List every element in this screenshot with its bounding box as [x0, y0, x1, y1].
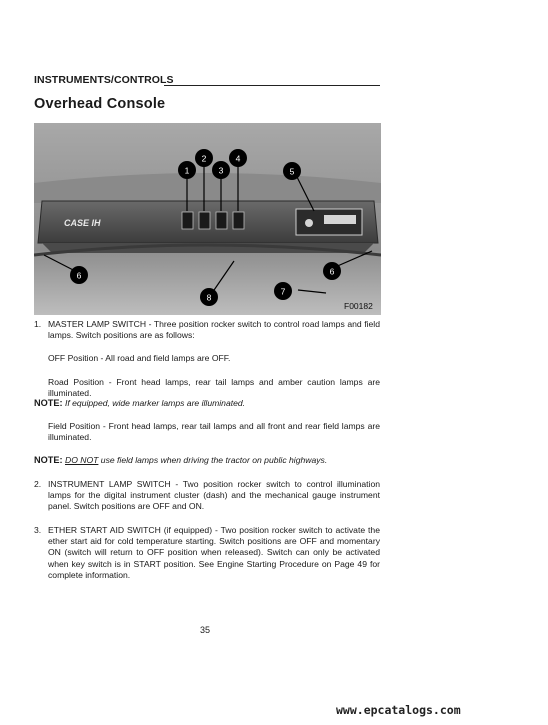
note-2-label: NOTE: — [34, 455, 63, 465]
note-1 — [34, 398, 380, 409]
ether-start-switch — [216, 212, 227, 229]
item-2 — [34, 479, 380, 513]
callout-7: 7 — [280, 286, 286, 297]
note-1-text: If equipped, wide marker lamps are illuminated. — [64, 398, 246, 408]
field-position-text: Field Position - Front head lamps, rear tail lamps and all front and rear field lamps are illuminated. — [48, 421, 380, 443]
road-position-text: Road Position - Front head lamps, rear tail lamps and amber caution lamps are illuminated. — [48, 377, 380, 399]
item-3-number: 3. — [34, 525, 42, 535]
item-3-text: ETHER START AID SWITCH (if equipped) - Two position rocker switch to activate the ether start aid for cold temperature starting. Switch positions are OFF and momentary ON (switch will return to OFF position when released). Switch can only be activated when key switch is in START position. See Engine Starting Procedure on Page 49 for complete information. — [48, 525, 380, 580]
callout-3: 3 — [218, 165, 224, 176]
off-position-text: OFF Position - All road and field lamps are OFF. — [48, 353, 231, 363]
item-1-text: MASTER LAMP SWITCH - Three position rocker switch to control road lamps and field lamps. Switch positions are as follows: — [48, 319, 380, 341]
callout-2: 2 — [201, 153, 207, 164]
callout-6-left: 6 — [76, 270, 82, 281]
item-3 — [34, 525, 380, 581]
overhead-console-photo — [34, 123, 381, 315]
callout-5: 5 — [289, 166, 295, 177]
figure-code: F00182 — [344, 301, 373, 311]
note-1-label: NOTE: — [34, 398, 63, 408]
item-1 — [34, 319, 380, 341]
callout-1: 1 — [184, 165, 190, 176]
item-2-number: 2. — [34, 479, 42, 489]
callout-4: 4 — [235, 153, 241, 164]
note-2-emphasis: DO NOT — [64, 455, 99, 465]
master-lamp-switch — [182, 212, 193, 229]
page-number: 35 — [200, 625, 211, 635]
callout-6-right: 6 — [329, 266, 335, 277]
note-2-text: use field lamps when driving the tractor on public highways. — [98, 455, 328, 465]
instrument-lamp-switch — [199, 212, 210, 229]
console-illustration — [34, 123, 381, 315]
page-title: Overhead Console — [34, 96, 166, 112]
callout-8: 8 — [206, 292, 212, 303]
switch-4 — [233, 212, 244, 229]
case-logo: CASE IH — [64, 218, 101, 228]
section-header — [34, 74, 380, 88]
item-1-number: 1. — [34, 319, 42, 329]
section-header-label: INSTRUMENTS/CONTROLS — [34, 74, 174, 86]
note-2 — [34, 455, 380, 466]
header-rule — [164, 85, 380, 86]
item-2-text: INSTRUMENT LAMP SWITCH - Two position rocker switch to control illumination lamps for the digital instrument cluster (dash) and the mechanical gauge instrument panel. Switch positions are OFF and ON. — [48, 479, 380, 512]
watermark: www.epcatalogs.com — [336, 703, 461, 717]
